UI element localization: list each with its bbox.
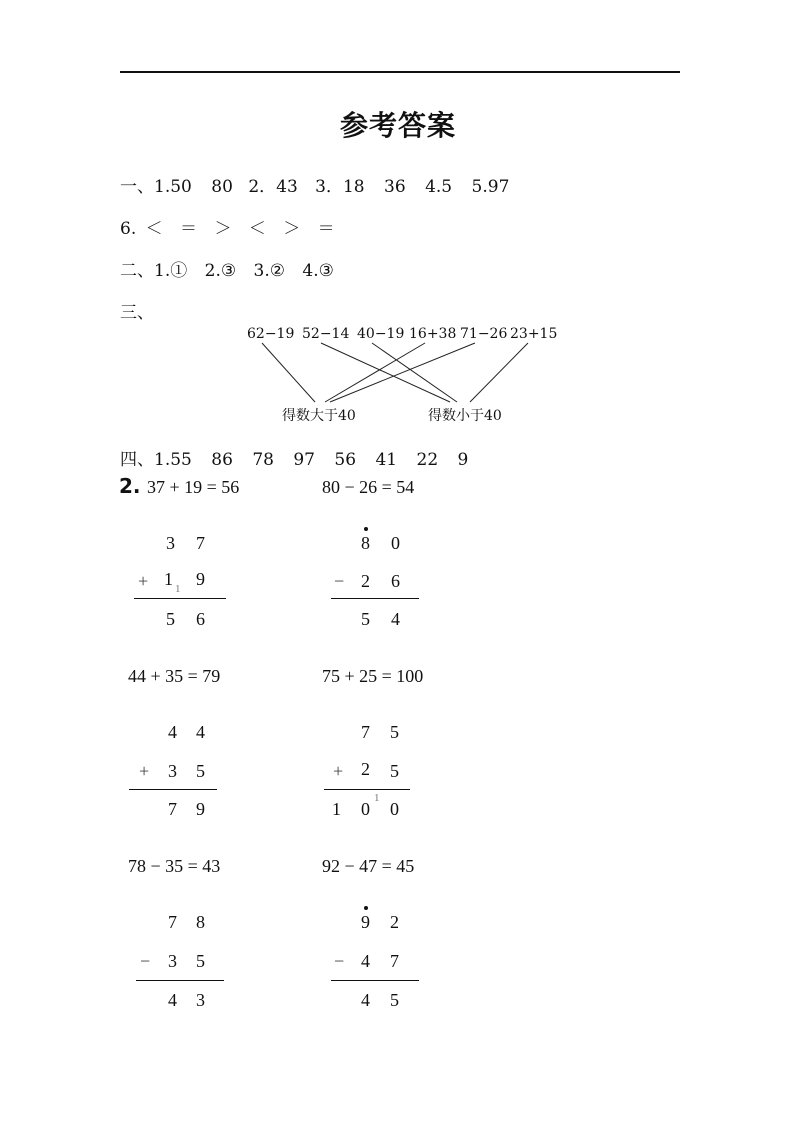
digit: 3 [168, 761, 177, 781]
digit: 4 [361, 951, 370, 971]
expression-1: 62−19 [247, 326, 295, 342]
difference-line [331, 598, 419, 599]
match-line [330, 343, 475, 402]
answer: 1.55 [154, 450, 192, 470]
borrow-dot [364, 906, 368, 910]
answer: 1.① [154, 261, 188, 281]
equation-2: 80 − 26 = 54 [322, 477, 415, 497]
match-line [470, 343, 528, 402]
answer: 4.5 [425, 177, 453, 197]
section-3-label: 三、 [120, 303, 154, 323]
answer: 1.50 [154, 177, 192, 197]
digit: 5 [390, 990, 399, 1010]
digit: 2 [361, 759, 370, 779]
expression-2: 52−14 [302, 326, 350, 342]
answer: 97 [293, 450, 315, 470]
digit: 5 [390, 761, 399, 781]
answer: 56 [334, 450, 357, 470]
answer: 9 [457, 450, 469, 470]
section-1b-label: 6. [120, 219, 137, 239]
answer: 2.③ [204, 261, 237, 281]
comparison-sign: ＜ [145, 219, 163, 239]
digit: 3 [168, 951, 177, 971]
digit: 9 [361, 912, 370, 932]
comparison-sign: ＝ [180, 219, 198, 239]
digit: 5 [196, 951, 205, 971]
comparison-sign: ＞ [283, 219, 301, 239]
answer: 36 [384, 177, 406, 197]
operator: + [139, 761, 150, 781]
answer: 3．18 [315, 177, 365, 197]
digit: 6 [196, 609, 205, 629]
answer: 5.97 [471, 177, 510, 197]
digit: 0 [391, 533, 400, 553]
digit: 0 [390, 799, 399, 819]
digit: 5 [390, 722, 399, 742]
digit: 8 [196, 912, 205, 932]
sum-line [324, 789, 410, 790]
digit: 5 [166, 609, 175, 629]
page-title: 参考答案 [340, 109, 457, 142]
digit: 9 [196, 569, 205, 589]
digit: 6 [391, 571, 400, 591]
digit: 3 [166, 533, 175, 553]
equation-1: 37 + 19 = 56 [147, 477, 240, 497]
digit: 3 [196, 990, 205, 1010]
digit: 7 [390, 951, 399, 971]
section-2-label: 二、 [120, 261, 154, 281]
expression-4: 16+38 [409, 326, 457, 342]
digit: 7 [361, 722, 370, 742]
digit: 4 [168, 990, 177, 1010]
digit: 9 [196, 799, 205, 819]
expression-3: 40−19 [357, 326, 405, 342]
digit: 7 [168, 912, 177, 932]
digit: 5 [196, 761, 205, 781]
carry-mark: 1 [175, 583, 181, 595]
comparison-sign: ＝ [317, 219, 335, 239]
answer: 3.② [253, 261, 285, 281]
borrow-dot [364, 527, 368, 531]
digit: 4 [391, 609, 400, 629]
answer: 22 [416, 450, 439, 470]
digit: 8 [361, 533, 370, 553]
difference-line [136, 980, 224, 981]
operator: − [334, 571, 345, 591]
section-1-label: 一、 [120, 177, 154, 197]
carry-mark: 1 [374, 792, 380, 804]
equation-3: 44 + 35 = 79 [128, 666, 221, 686]
answer: 80 [211, 177, 233, 197]
digit: 7 [168, 799, 177, 819]
operator: + [138, 571, 149, 591]
digit: 2 [361, 571, 370, 591]
digit: 7 [196, 533, 205, 553]
equation-5: 78 − 35 = 43 [128, 856, 221, 876]
digit: 4 [361, 990, 370, 1010]
digit: 1 [332, 799, 341, 819]
operator: − [334, 951, 345, 971]
expression-5: 71−26 [460, 326, 508, 342]
answer: 4.③ [302, 261, 334, 281]
digit: 4 [196, 722, 205, 742]
digit: 5 [361, 609, 370, 629]
comparison-sign: ＜ [248, 219, 266, 239]
sum-line [129, 789, 217, 790]
operator: − [140, 951, 151, 971]
section-4-line [120, 445, 468, 470]
answer: 86 [211, 450, 233, 470]
digit: 1 [164, 569, 173, 589]
sum-line [134, 598, 226, 599]
equation-6: 92 − 47 = 45 [322, 856, 415, 876]
operator: + [333, 761, 344, 781]
match-line [262, 343, 315, 402]
answer: 2．43 [248, 177, 298, 197]
digit: 0 [361, 799, 370, 819]
digit: 4 [168, 722, 177, 742]
equation-4: 75 + 25 = 100 [322, 666, 424, 686]
calc-label: 2. [119, 474, 141, 498]
expression-6: 23+15 [510, 326, 558, 342]
target-greater: 得数大于40 [282, 408, 356, 424]
answer: 78 [252, 450, 274, 470]
difference-line [331, 980, 419, 981]
section-4-label: 四、 [120, 450, 154, 470]
target-less: 得数小于40 [428, 408, 502, 424]
digit: 2 [390, 912, 399, 932]
answer: 41 [375, 450, 398, 470]
comparison-sign: ＞ [214, 219, 232, 239]
